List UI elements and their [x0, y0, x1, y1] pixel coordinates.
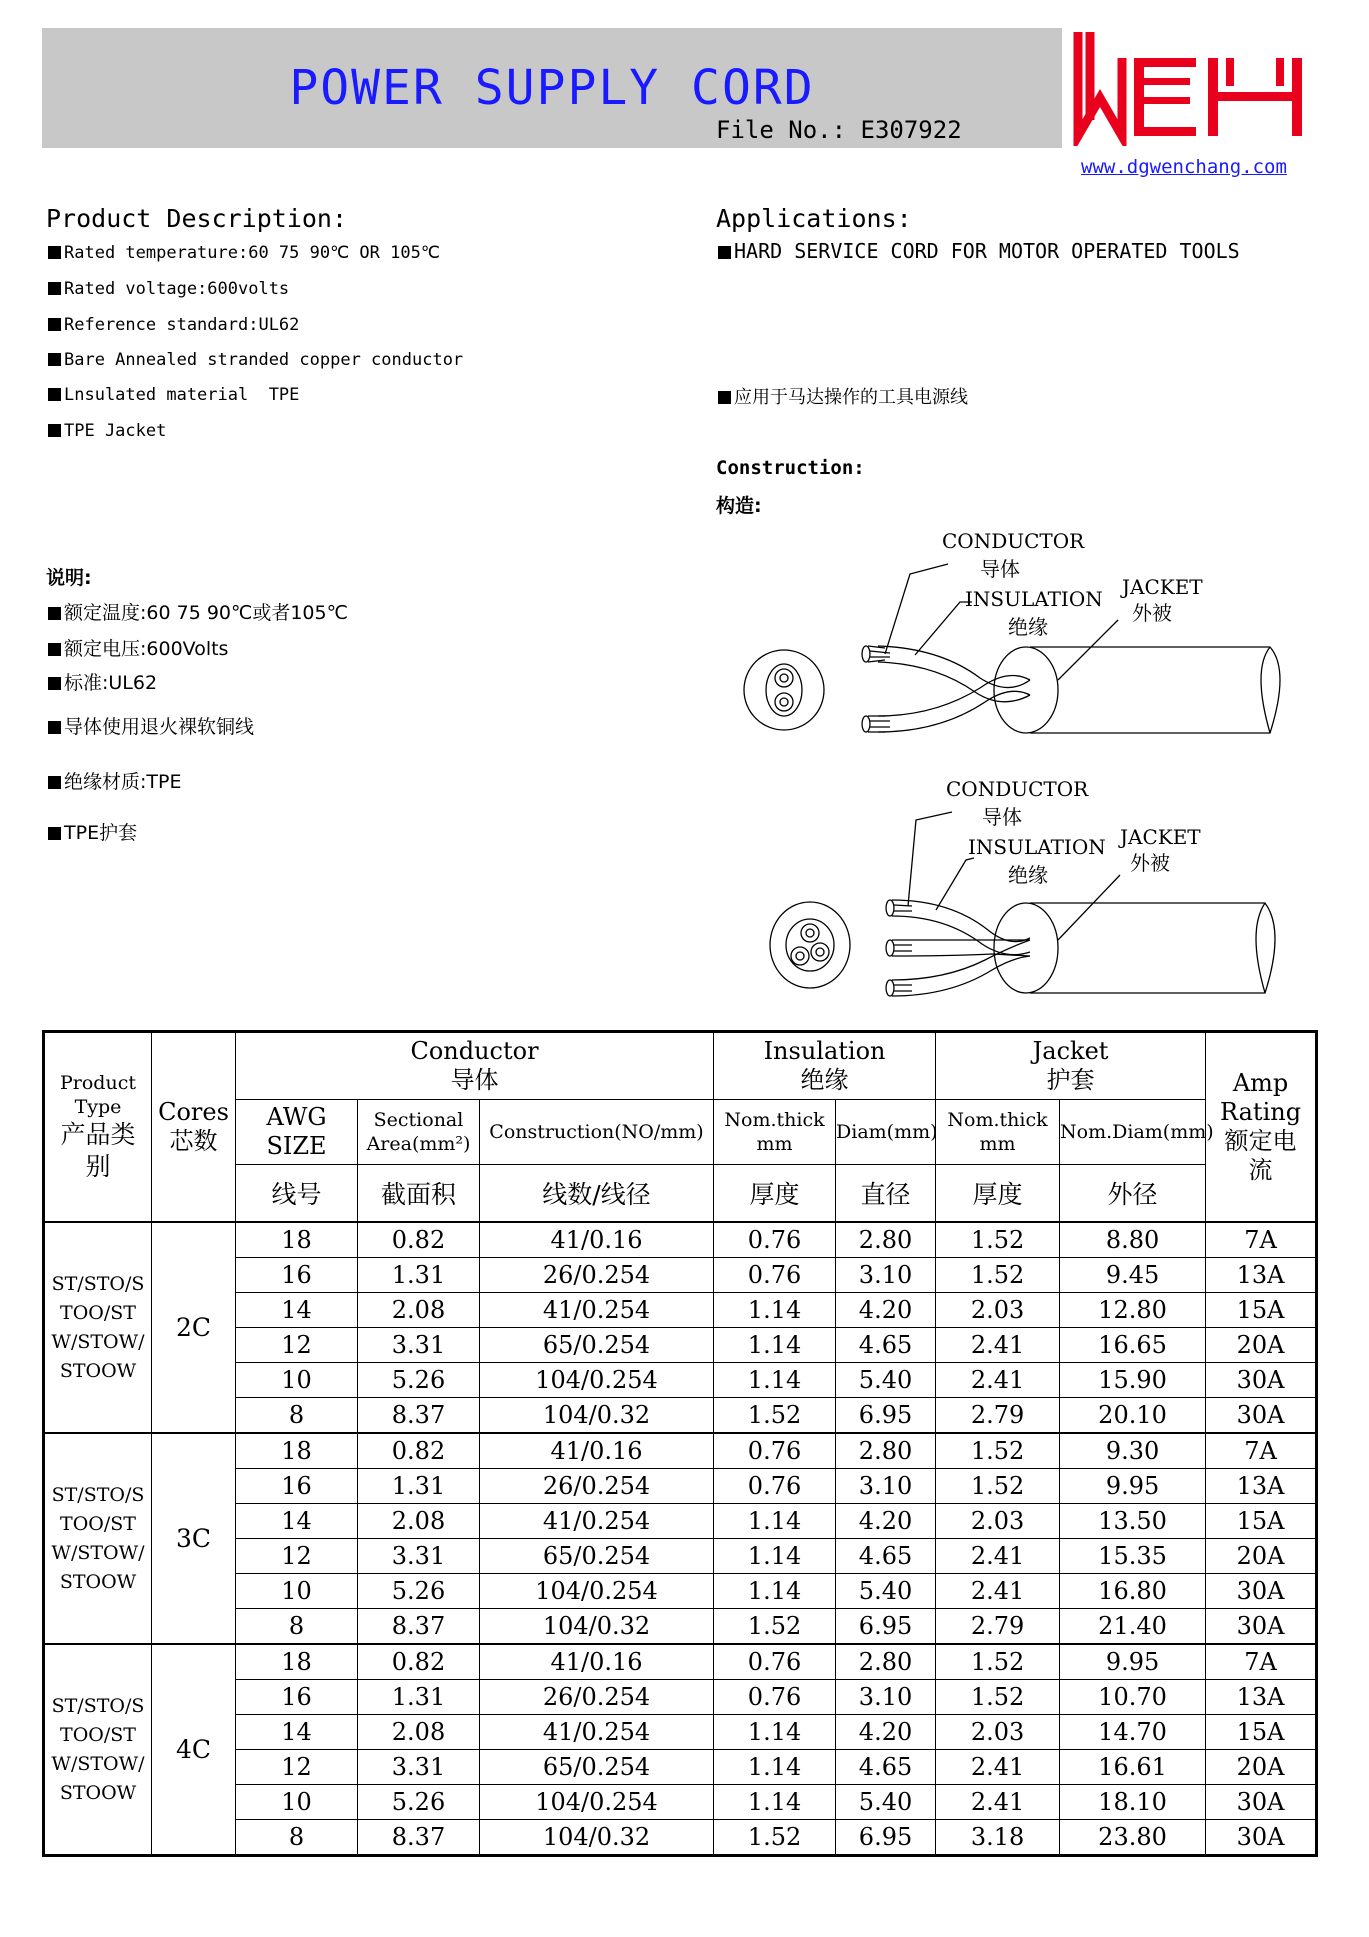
diagram-jacket-cn-label: 外被: [1130, 851, 1170, 875]
insulation-thick-cell: 0.76: [714, 1258, 836, 1293]
header-sectional-area: Sectional Area(mm²): [358, 1100, 480, 1165]
awg-size-cell: 12: [236, 1539, 358, 1574]
header-jacket-thick: Nom.thick mm: [936, 1100, 1060, 1165]
bullet-square-icon: [718, 391, 731, 404]
construction-cell: 41/0.16: [480, 1433, 714, 1469]
awg-size-cell: 14: [236, 1504, 358, 1539]
jacket-thick-cell: 2.79: [936, 1398, 1060, 1434]
construction-label: Construction:: [716, 457, 865, 479]
desc-item: TPE Jacket: [48, 421, 166, 441]
sectional-area-cell: 1.31: [358, 1469, 480, 1504]
desc-item: Rated voltage:600volts: [48, 279, 289, 299]
awg-size-cell: 8: [236, 1398, 358, 1434]
bullet-square-icon: [48, 677, 61, 690]
construction-cell: 65/0.254: [480, 1328, 714, 1363]
construction-cell: 104/0.32: [480, 1609, 714, 1645]
explanation-item: TPE护套: [48, 818, 137, 845]
jacket-diam-cell: 13.50: [1060, 1504, 1206, 1539]
insulation-diam-cell: 5.40: [836, 1574, 936, 1609]
jacket-thick-cell: 2.79: [936, 1609, 1060, 1645]
sectional-area-cell: 1.31: [358, 1258, 480, 1293]
jacket-diam-cell: 23.80: [1060, 1820, 1206, 1856]
explanation-item: 导体使用退火裸软铜线: [48, 712, 254, 739]
explanation-item: 额定电压:600Volts: [48, 634, 228, 661]
insulation-thick-cell: 0.76: [714, 1680, 836, 1715]
insulation-thick-cell: 1.14: [714, 1504, 836, 1539]
sectional-area-cell: 0.82: [358, 1433, 480, 1469]
construction-cell: 104/0.32: [480, 1820, 714, 1856]
bullet-square-icon: [48, 827, 61, 840]
insulation-diam-cell: 2.80: [836, 1433, 936, 1469]
insulation-diam-cell: 2.80: [836, 1222, 936, 1258]
header-jk-thick-cn: 厚度: [936, 1165, 1060, 1223]
page-title: POWER SUPPLY CORD: [289, 60, 815, 116]
insulation-diam-cell: 4.65: [836, 1328, 936, 1363]
bullet-square-icon: [48, 282, 61, 295]
sectional-area-cell: 5.26: [358, 1363, 480, 1398]
amp-rating-cell: 15A: [1206, 1504, 1317, 1539]
header-jacket: Jacket 护套: [936, 1032, 1206, 1100]
table-row: [44, 1222, 1317, 1258]
insulation-diam-cell: 5.40: [836, 1785, 936, 1820]
construction-cell: 65/0.254: [480, 1539, 714, 1574]
amp-rating-cell: 15A: [1206, 1715, 1317, 1750]
insulation-diam-cell: 3.10: [836, 1258, 936, 1293]
file-number: File No.: E307922: [716, 116, 962, 144]
diagram-jacket-cn-label: 外被: [1132, 601, 1172, 625]
header-awg-size: AWG SIZE: [236, 1100, 358, 1165]
spec-table-body: [44, 1222, 1317, 1856]
awg-size-cell: 14: [236, 1715, 358, 1750]
insulation-diam-cell: 6.95: [836, 1398, 936, 1434]
jacket-diam-cell: 16.80: [1060, 1574, 1206, 1609]
amp-rating-cell: 13A: [1206, 1469, 1317, 1504]
jacket-diam-cell: 16.61: [1060, 1750, 1206, 1785]
desc-item: Reference standard:UL62: [48, 315, 299, 335]
sectional-area-cell: 3.31: [358, 1539, 480, 1574]
explanation-item: 标准:UL62: [48, 668, 157, 695]
bullet-square-icon: [48, 721, 61, 734]
construction-cell: 41/0.16: [480, 1222, 714, 1258]
insulation-diam-cell: 4.65: [836, 1750, 936, 1785]
jacket-thick-cell: 2.03: [936, 1504, 1060, 1539]
bullet-square-icon: [48, 318, 61, 331]
awg-size-cell: 10: [236, 1785, 358, 1820]
sectional-area-cell: 0.82: [358, 1644, 480, 1680]
jacket-diam-cell: 9.95: [1060, 1644, 1206, 1680]
header-insulation: Insulation 绝缘: [714, 1032, 936, 1100]
insulation-diam-cell: 4.20: [836, 1293, 936, 1328]
bullet-square-icon: [48, 643, 61, 656]
explanation-title: 说明:: [46, 567, 92, 589]
sectional-area-cell: 8.37: [358, 1609, 480, 1645]
sectional-area-cell: 5.26: [358, 1785, 480, 1820]
insulation-diam-cell: 4.20: [836, 1715, 936, 1750]
insulation-diam-cell: 2.80: [836, 1644, 936, 1680]
amp-rating-cell: 13A: [1206, 1258, 1317, 1293]
header-ins-diam-cn: 直径: [836, 1165, 936, 1223]
amp-rating-cell: 30A: [1206, 1609, 1317, 1645]
application-item-en: HARD SERVICE CORD FOR MOTOR OPERATED TOOLS: [718, 239, 1240, 263]
insulation-thick-cell: 1.14: [714, 1539, 836, 1574]
jacket-thick-cell: 2.41: [936, 1328, 1060, 1363]
awg-size-cell: 18: [236, 1222, 358, 1258]
bullet-square-icon: [48, 607, 61, 620]
jacket-thick-cell: 1.52: [936, 1433, 1060, 1469]
insulation-diam-cell: 6.95: [836, 1820, 936, 1856]
header-cores: Cores 芯数: [152, 1032, 236, 1223]
construction-diagram: [730, 520, 1290, 1020]
header-jacket-diam: Nom.Diam(mm): [1060, 1100, 1206, 1165]
insulation-thick-cell: 0.76: [714, 1469, 836, 1504]
header-ins-thick-cn: 厚度: [714, 1165, 836, 1223]
construction-cell: 65/0.254: [480, 1750, 714, 1785]
amp-rating-cell: 7A: [1206, 1222, 1317, 1258]
awg-size-cell: 16: [236, 1258, 358, 1293]
amp-rating-cell: 30A: [1206, 1785, 1317, 1820]
header-insulation-thick: Nom.thick mm: [714, 1100, 836, 1165]
insulation-diam-cell: 6.95: [836, 1609, 936, 1645]
amp-rating-cell: 7A: [1206, 1433, 1317, 1469]
product-type-cell: ST/STO/STOO/STW/STOW/STOOW: [44, 1644, 152, 1856]
cores-cell: 3C: [152, 1433, 236, 1644]
wch-logo: [1070, 28, 1310, 146]
insulation-diam-cell: 3.10: [836, 1469, 936, 1504]
insulation-thick-cell: 1.14: [714, 1715, 836, 1750]
jacket-thick-cell: 2.41: [936, 1539, 1060, 1574]
insulation-thick-cell: 1.14: [714, 1293, 836, 1328]
header-construction-cn: 线数/线径: [480, 1165, 714, 1223]
jacket-diam-cell: 12.80: [1060, 1293, 1206, 1328]
construction-cell: 41/0.254: [480, 1293, 714, 1328]
jacket-thick-cell: 2.41: [936, 1363, 1060, 1398]
diagram-conductor-cn-label: 导体: [982, 805, 1022, 829]
diagram-jacket-label: JACKET: [1122, 575, 1203, 599]
insulation-thick-cell: 1.14: [714, 1363, 836, 1398]
insulation-diam-cell: 4.20: [836, 1504, 936, 1539]
spec-table: [42, 1030, 1318, 1857]
diagram-insulation-label: INSULATION: [968, 835, 1106, 859]
website-link[interactable]: www.dgwenchang.com: [1081, 156, 1287, 178]
diagram-insulation-label: INSULATION: [965, 587, 1103, 611]
construction-label-cn: 构造:: [716, 495, 762, 517]
construction-cell: 41/0.254: [480, 1504, 714, 1539]
amp-rating-cell: 30A: [1206, 1574, 1317, 1609]
awg-size-cell: 8: [236, 1609, 358, 1645]
insulation-thick-cell: 0.76: [714, 1644, 836, 1680]
amp-rating-cell: 7A: [1206, 1644, 1317, 1680]
header-sectional-cn: 截面积: [358, 1165, 480, 1223]
insulation-thick-cell: 0.76: [714, 1222, 836, 1258]
insulation-diam-cell: 3.10: [836, 1680, 936, 1715]
insulation-thick-cell: 1.52: [714, 1398, 836, 1434]
sectional-area-cell: 5.26: [358, 1574, 480, 1609]
insulation-thick-cell: 1.14: [714, 1750, 836, 1785]
jacket-diam-cell: 18.10: [1060, 1785, 1206, 1820]
product-type-cell: ST/STO/STOO/STW/STOW/STOOW: [44, 1433, 152, 1644]
awg-size-cell: 10: [236, 1363, 358, 1398]
awg-size-cell: 14: [236, 1293, 358, 1328]
construction-cell: 41/0.254: [480, 1715, 714, 1750]
insulation-thick-cell: 1.14: [714, 1785, 836, 1820]
jacket-thick-cell: 1.52: [936, 1469, 1060, 1504]
insulation-diam-cell: 5.40: [836, 1363, 936, 1398]
amp-rating-cell: 20A: [1206, 1328, 1317, 1363]
bullet-square-icon: [48, 246, 61, 259]
sectional-area-cell: 0.82: [358, 1222, 480, 1258]
diagram-jacket-label: JACKET: [1120, 825, 1201, 849]
diagram-insulation-cn-label: 绝缘: [1008, 615, 1048, 639]
header-jk-diam-cn: 外径: [1060, 1165, 1206, 1223]
awg-size-cell: 18: [236, 1433, 358, 1469]
sectional-area-cell: 2.08: [358, 1293, 480, 1328]
jacket-diam-cell: 9.95: [1060, 1469, 1206, 1504]
awg-size-cell: 16: [236, 1469, 358, 1504]
sectional-area-cell: 3.31: [358, 1328, 480, 1363]
jacket-diam-cell: 14.70: [1060, 1715, 1206, 1750]
amp-rating-cell: 20A: [1206, 1539, 1317, 1574]
diagram-conductor-label: CONDUCTOR: [942, 529, 1085, 553]
awg-size-cell: 10: [236, 1574, 358, 1609]
application-item-cn: 应用于马达操作的工具电源线: [718, 383, 968, 409]
awg-size-cell: 12: [236, 1750, 358, 1785]
construction-cell: 26/0.254: [480, 1680, 714, 1715]
sectional-area-cell: 1.31: [358, 1680, 480, 1715]
jacket-thick-cell: 2.03: [936, 1715, 1060, 1750]
jacket-diam-cell: 21.40: [1060, 1609, 1206, 1645]
jacket-diam-cell: 15.90: [1060, 1363, 1206, 1398]
insulation-thick-cell: 1.14: [714, 1574, 836, 1609]
cores-cell: 4C: [152, 1644, 236, 1856]
awg-size-cell: 8: [236, 1820, 358, 1856]
insulation-thick-cell: 1.52: [714, 1820, 836, 1856]
construction-cell: 26/0.254: [480, 1469, 714, 1504]
bullet-square-icon: [48, 424, 61, 437]
jacket-thick-cell: 1.52: [936, 1222, 1060, 1258]
product-description-title: Product Description:: [46, 204, 348, 233]
table-row: [44, 1433, 1317, 1469]
product-type-cell: ST/STO/STOO/STW/STOW/STOOW: [44, 1222, 152, 1433]
amp-rating-cell: 20A: [1206, 1750, 1317, 1785]
construction-cell: 104/0.32: [480, 1398, 714, 1434]
jacket-thick-cell: 1.52: [936, 1644, 1060, 1680]
header-amp-rating: Amp Rating 额定电流: [1206, 1032, 1317, 1223]
bullet-square-icon: [48, 388, 61, 401]
bullet-square-icon: [48, 353, 61, 366]
header-awg-cn: 线号: [236, 1165, 358, 1223]
construction-cell: 104/0.254: [480, 1574, 714, 1609]
amp-rating-cell: 30A: [1206, 1398, 1317, 1434]
header-insulation-diam: Diam(mm): [836, 1100, 936, 1165]
sectional-area-cell: 2.08: [358, 1504, 480, 1539]
jacket-diam-cell: 16.65: [1060, 1328, 1206, 1363]
diagram-conductor-cn-label: 导体: [980, 557, 1020, 581]
construction-cell: 26/0.254: [480, 1258, 714, 1293]
explanation-item: 额定温度:60 75 90℃或者105℃: [48, 598, 348, 625]
jacket-diam-cell: 9.30: [1060, 1433, 1206, 1469]
awg-size-cell: 12: [236, 1328, 358, 1363]
awg-size-cell: 18: [236, 1644, 358, 1680]
construction-cell: 104/0.254: [480, 1363, 714, 1398]
amp-rating-cell: 30A: [1206, 1820, 1317, 1856]
diagram-insulation-cn-label: 绝缘: [1008, 863, 1048, 887]
jacket-thick-cell: 2.41: [936, 1750, 1060, 1785]
desc-item: Rated temperature:60 75 90℃ OR 105℃: [48, 243, 440, 263]
jacket-thick-cell: 1.52: [936, 1680, 1060, 1715]
table-row: [44, 1644, 1317, 1680]
insulation-thick-cell: 0.76: [714, 1433, 836, 1469]
jacket-thick-cell: 2.03: [936, 1293, 1060, 1328]
jacket-diam-cell: 9.45: [1060, 1258, 1206, 1293]
jacket-diam-cell: 10.70: [1060, 1680, 1206, 1715]
bullet-square-icon: [48, 776, 61, 789]
desc-item: Lnsulated material TPE: [48, 385, 299, 405]
jacket-thick-cell: 3.18: [936, 1820, 1060, 1856]
cores-cell: 2C: [152, 1222, 236, 1433]
jacket-thick-cell: 2.41: [936, 1785, 1060, 1820]
amp-rating-cell: 15A: [1206, 1293, 1317, 1328]
insulation-thick-cell: 1.14: [714, 1328, 836, 1363]
header-product-type: Product Type 产品类别: [44, 1032, 152, 1223]
sectional-area-cell: 8.37: [358, 1820, 480, 1856]
sectional-area-cell: 8.37: [358, 1398, 480, 1434]
insulation-diam-cell: 4.65: [836, 1539, 936, 1574]
sectional-area-cell: 3.31: [358, 1750, 480, 1785]
applications-title: Applications:: [716, 204, 912, 233]
desc-item: Bare Annealed stranded copper conductor: [48, 350, 463, 370]
awg-size-cell: 16: [236, 1680, 358, 1715]
diagram-conductor-label: CONDUCTOR: [946, 777, 1089, 801]
jacket-diam-cell: 8.80: [1060, 1222, 1206, 1258]
insulation-thick-cell: 1.52: [714, 1609, 836, 1645]
header-conductor: Conductor 导体: [236, 1032, 714, 1100]
bullet-square-icon: [718, 246, 731, 259]
jacket-thick-cell: 2.41: [936, 1574, 1060, 1609]
header-construction: Construction(NO/mm): [480, 1100, 714, 1165]
jacket-diam-cell: 20.10: [1060, 1398, 1206, 1434]
explanation-item: 绝缘材质:TPE: [48, 767, 181, 794]
amp-rating-cell: 13A: [1206, 1680, 1317, 1715]
amp-rating-cell: 30A: [1206, 1363, 1317, 1398]
construction-cell: 104/0.254: [480, 1785, 714, 1820]
sectional-area-cell: 2.08: [358, 1715, 480, 1750]
jacket-diam-cell: 15.35: [1060, 1539, 1206, 1574]
construction-cell: 41/0.16: [480, 1644, 714, 1680]
jacket-thick-cell: 1.52: [936, 1258, 1060, 1293]
